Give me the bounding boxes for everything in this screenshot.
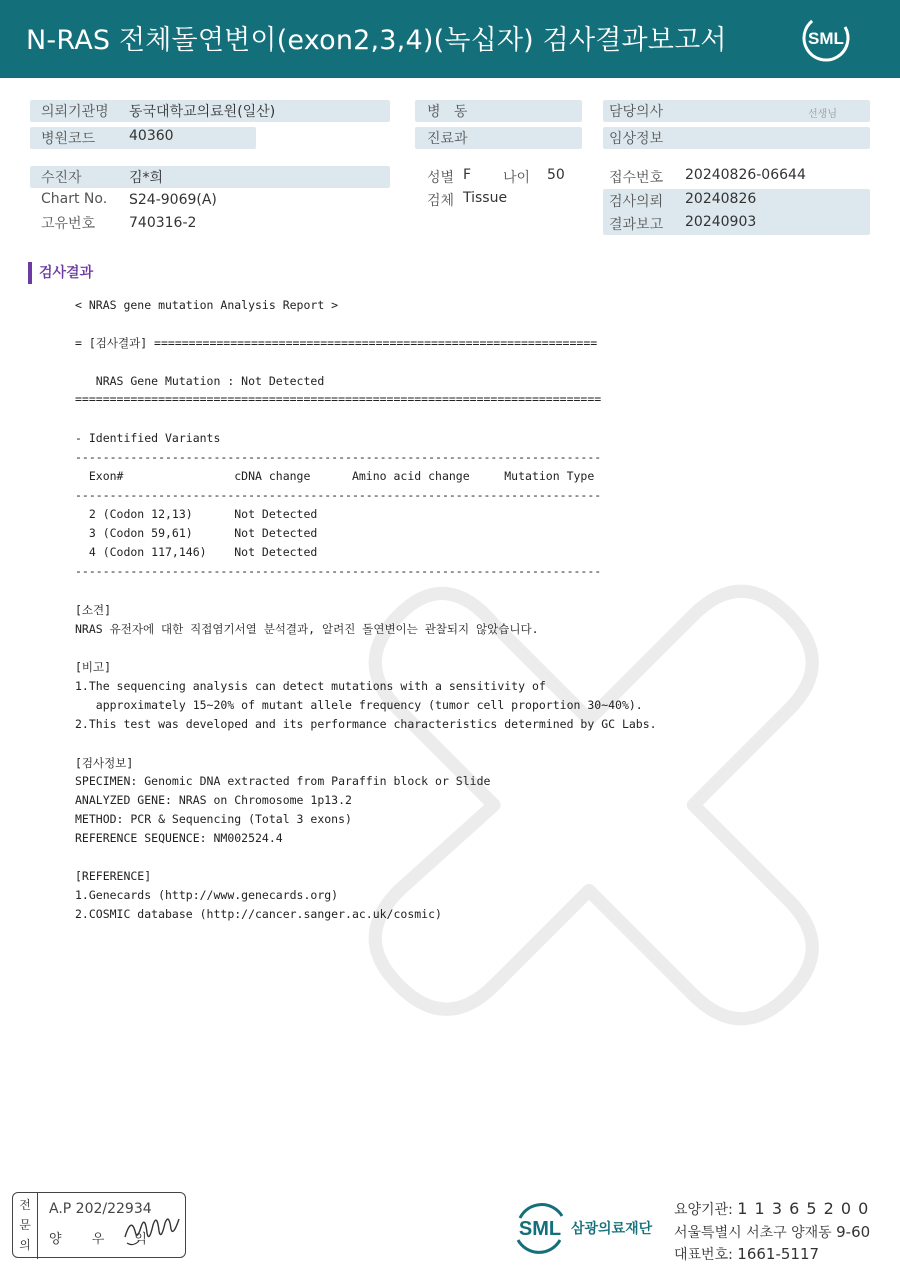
- ward-label: 병 동: [427, 104, 468, 120]
- svg-text:SML: SML: [808, 29, 844, 48]
- remarks-line: 2.This test was developed and its performance characteristics determined by GC Labs.: [75, 717, 657, 731]
- stamp-ap-number: A.P 202/22934: [49, 1201, 152, 1217]
- reference-line: 1.Genecards (http://www.genecards.org): [75, 888, 339, 902]
- unique-label: 고유번호: [41, 216, 96, 232]
- stamp-side-label: 전 문 의: [13, 1193, 38, 1259]
- clinical-info-label: 임상정보: [609, 131, 664, 147]
- age-label: 나이: [503, 170, 531, 186]
- patient-value: 김*희: [129, 170, 164, 186]
- remarks-heading: [비고]: [75, 660, 112, 674]
- variant-row: 2 (Codon 12,13) Not Detected: [75, 507, 318, 521]
- specimen-label: 검체: [427, 193, 455, 209]
- remarks-line: approximately 15~20% of mutant allele frequency (tumor cell proportion 30~40%).: [75, 698, 643, 712]
- test-info-line: METHOD: PCR & Sequencing (Total 3 exons): [75, 812, 352, 826]
- footer-address: 서울특별시 서초구 양재동 9-60: [674, 1223, 871, 1241]
- chart-label: Chart No.: [41, 191, 108, 207]
- report-line: ----------------------------------------------------------------------------: [75, 564, 602, 578]
- institution-label: 의뢰기관명: [41, 104, 109, 120]
- findings-text: NRAS 유전자에 대한 직접염기서열 분석결과, 알려진 돌연변이는 관찰되지 않았습니다.: [75, 622, 539, 636]
- report-line: < NRAS gene mutation Analysis Report >: [75, 298, 339, 312]
- patient-bar: [30, 166, 390, 188]
- institution-value: 동국대학교의료원(일산): [129, 104, 276, 120]
- report-label: 결과보고: [609, 217, 664, 233]
- variant-row: 3 (Codon 59,61) Not Detected: [75, 526, 318, 540]
- receipt-value: 20240826-06644: [685, 167, 806, 183]
- variants-header-row: Exon# cDNA change Amino acid change Mutation Type: [75, 469, 595, 483]
- reference-heading: [REFERENCE]: [75, 869, 152, 883]
- footer-sml-logo-icon: [510, 1200, 570, 1256]
- request-label: 검사의뢰: [609, 194, 664, 210]
- sex-value: F: [463, 167, 472, 183]
- doctor-label: 담당의사: [609, 104, 664, 120]
- report-value: 20240903: [685, 214, 757, 230]
- hospital-code-label: 병원코드: [41, 131, 96, 147]
- findings-heading: [소견]: [75, 603, 112, 617]
- report-line: = [검사결과] ================================================================: [75, 336, 598, 350]
- specimen-value: Tissue: [463, 190, 508, 206]
- receipt-label: 접수번호: [609, 170, 664, 186]
- sml-logo-icon: [800, 12, 852, 64]
- report-line: ----------------------------------------------------------------------------: [75, 488, 602, 502]
- reference-line: 2.COSMIC database (http://cancer.sanger.ac.uk/cosmic): [75, 907, 442, 921]
- test-info-heading: [검사정보]: [75, 756, 134, 770]
- stamp-name: 양 우 익: [49, 1232, 160, 1247]
- sex-label: 성별: [427, 170, 455, 186]
- age-value: 50: [547, 167, 565, 183]
- test-info-line: ANALYZED GENE: NRAS on Chromosome 1p13.2: [75, 793, 352, 807]
- test-info-line: REFERENCE SEQUENCE: NM002524.4: [75, 831, 283, 845]
- footer-org-name: 삼광의료재단: [571, 1221, 653, 1237]
- doctor-suffix: 선생님: [808, 109, 837, 120]
- report-header: [0, 0, 900, 78]
- footer-code: 요양기관: 1 1 3 6 5 2 0 0: [674, 1199, 870, 1218]
- specialist-stamp: [12, 1192, 186, 1258]
- remarks-line: 1.The sequencing analysis can detect mutations with a sensitivity of: [75, 679, 546, 693]
- request-value: 20240826: [685, 191, 757, 207]
- test-info-line: SPECIMEN: Genomic DNA extracted from Paraffin block or Slide: [75, 774, 491, 788]
- department-label: 진료과: [427, 131, 468, 147]
- chart-value: S24-9069(A): [129, 192, 217, 208]
- unique-value: 740316-2: [129, 215, 197, 231]
- footer-phone: 대표번호: 1661-5117: [674, 1245, 820, 1263]
- patient-label: 수진자: [41, 170, 82, 186]
- report-title: N-RAS 전체돌연변이(exon2,3,4)(녹십자) 검사결과보고서: [26, 25, 727, 56]
- report-line: NRAS Gene Mutation : Not Detected: [75, 374, 325, 388]
- report-line: ----------------------------------------------------------------------------: [75, 450, 602, 464]
- hospital-code-value: 40360: [129, 128, 174, 144]
- svg-text:SML: SML: [518, 1218, 562, 1240]
- section-title: 검사결과: [28, 262, 93, 284]
- variant-row: 4 (Codon 117,146) Not Detected: [75, 545, 318, 559]
- report-line: ============================================================================: [75, 392, 602, 406]
- signature-icon: [121, 1207, 183, 1251]
- report-line: - Identified Variants: [75, 431, 221, 445]
